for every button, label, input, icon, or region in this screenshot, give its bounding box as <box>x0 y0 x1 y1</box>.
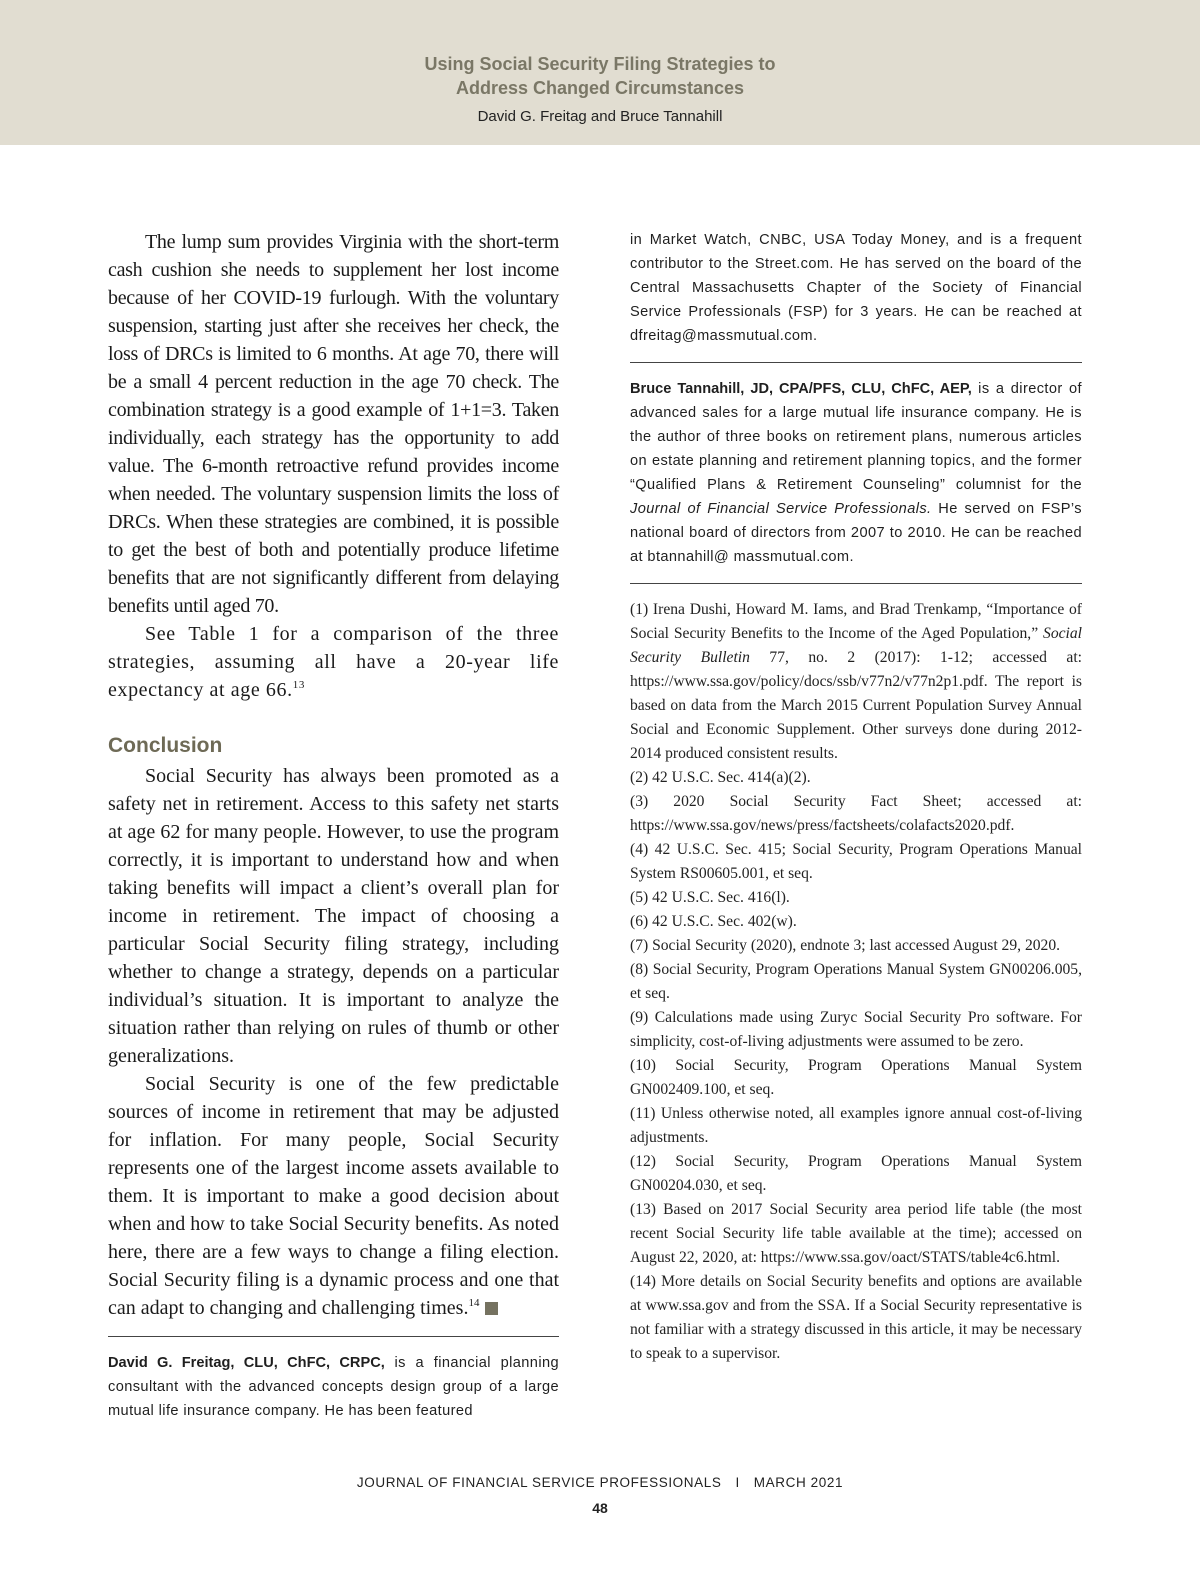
conclusion-heading: Conclusion <box>108 734 223 757</box>
body-paragraph-2 <box>108 620 559 704</box>
endnote-1-text-a: (1) Irena Dushi, Howard M. Iams, and Brad Trenkamp, “Importance of Social Security Benefits to the Income of the Aged Population,” <box>630 601 1082 642</box>
bio-divider-1 <box>630 362 1082 363</box>
endnote-11: (11) Unless otherwise noted, all examples ignore annual cost-of-living adjustments. <box>630 1105 1082 1146</box>
endnotes-list <box>630 598 1082 1366</box>
endnote-2: (2) 42 U.S.C. Sec. 414(a)(2). <box>630 769 811 786</box>
body-paragraph-2-text: See Table 1 for a comparison of the three strategies, assuming all have a 20-year life expectancy at age 66. <box>108 623 559 701</box>
endnote-1-italic: Social Security Bulletin <box>630 625 1082 666</box>
endnote-1 <box>630 598 1082 766</box>
article-title-line-2: Address Changed Circumstances <box>455 78 745 98</box>
tannahill-bio <box>630 377 1082 569</box>
tannahill-bio-text-2: He served on FSP’s national board of directors from 2007 to 2010. He can be reached at btannahill@ massmutual.com. <box>630 501 1082 565</box>
body-paragraph-4 <box>108 1070 559 1322</box>
endnote-5: (5) 42 U.S.C. Sec. 416(l). <box>630 889 790 906</box>
left-column <box>108 228 559 1423</box>
article-end-mark <box>485 1302 498 1315</box>
endnote-10: (10) Social Security, Program Operations Manual System GN002409.100, et seq. <box>630 1057 1082 1098</box>
endnote-1-text-b: 77, no. 2 (2017): 1-12; accessed at: https://www.ssa.gov/policy/docs/ssb/v77n2/v77n2p1.pdf. The report is based on data from the March 2015 Current Population Survey Annual Social and Economic Supplement. Other surveys done during 2012-2014 produced consistent results. <box>630 649 1082 762</box>
freitag-bio-start <box>108 1351 559 1423</box>
article-title-line-1: Using Social Security Filing Strategies to <box>424 54 776 74</box>
right-column <box>630 228 1082 1366</box>
endnote-4: (4) 42 U.S.C. Sec. 415; Social Security, Program Operations Manual System RS00605.001, et seq. <box>630 841 1082 882</box>
endnote-3: (3) 2020 Social Security Fact Sheet; accessed at: https://www.ssa.gov/news/press/factsheets/colafacts2020.pdf. <box>630 793 1082 834</box>
endnote-12: (12) Social Security, Program Operations Manual System GN00204.030, et seq. <box>630 1153 1082 1194</box>
freitag-bio-name: David G. Freitag, CLU, ChFC, CRPC, <box>108 1355 385 1371</box>
tannahill-bio-journal: Journal of Financial Service Professionals. <box>630 501 932 517</box>
freitag-bio-text-left: is a financial planning consultant with the advanced concepts design group of a large mutual life insurance company. He has been featured <box>108 1355 559 1419</box>
endnote-6: (6) 42 U.S.C. Sec. 402(w). <box>630 913 797 930</box>
body-paragraph-1: The lump sum provides Virginia with the short-term cash cushion she needs to supplement her lost income because of her COVID-19 furlough. With the voluntary suspension, starting just after she receives her check, the loss of DRCs is limited to 6 months. At age 70, there will be a small 4 percent reduction in the age 70 check. The combination strategy is a good example of 1+1=3. Taken individually, each strategy has the opportunity to add value. The 6-month retroactive refund provides income when needed. The voluntary suspension limits the loss of DRCs. When these strategies are combined, it is possible to get the best of both and potentially produce lifetime benefits that are not significantly different from delaying benefits until aged 70. <box>108 231 559 617</box>
endnote-8: (8) Social Security, Program Operations Manual System GN00206.005, et seq. <box>630 961 1082 1002</box>
body-paragraph-4-text: Social Security is one of the few predictable sources of income in retirement that may be adjusted for inflation. For many people, Social Security represents one of the largest income assets available to them. It is important to make a good decision about when and how to take Social Security benefits. As noted here, there are a few ways to change a filing election. Social Security filing is a dynamic process and one that can adapt to changing and challenging times. <box>108 1073 560 1319</box>
body-paragraph-3: Social Security has always been promoted as a safety net in retirement. Access to this safety net starts at age 62 for many people. However, to use the program correctly, it is important to understand how and when taking benefits will impact a client’s overall plan for income in retirement. The impact of choosing a particular Social Security filing strategy, including whether to change a strategy, depends on a particular individual’s situation. It is important to analyze the situation rather than relying on rules of thumb or other generalizations. <box>108 765 559 1067</box>
header-band <box>0 0 1200 145</box>
endnote-9: (9) Calculations made using Zuryc Social Security Pro software. For simplicity, cost-of-living adjustments were assumed to be zero. <box>630 1009 1082 1050</box>
article-authors: David G. Freitag and Bruce Tannahill <box>477 108 723 125</box>
bio-divider-2 <box>630 583 1082 584</box>
bio-divider-left <box>108 1336 559 1337</box>
endnote-13: (13) Based on 2017 Social Security area period life table (the most recent Social Security life table available at the time); accessed on August 22, 2020, at: https://www.ssa.gov/oact/STATS/table4c6.html. <box>630 1201 1082 1266</box>
footer-separator: I <box>735 1475 740 1490</box>
page-number: 48 <box>592 1500 608 1516</box>
tannahill-bio-name: Bruce Tannahill, JD, CPA/PFS, CLU, ChFC, AEP, <box>630 381 972 397</box>
freitag-bio-continued: in Market Watch, CNBC, USA Today Money, and is a frequent contributor to the Street.com. He has served on the board of the Central Massachusetts Chapter of the Society of Financial Service Professionals (FSP) for 3 years. He can be reached at dfreitag@massmutual.com. <box>630 232 1082 344</box>
footer-date: MARCH 2021 <box>753 1475 844 1490</box>
endnote-7: (7) Social Security (2020), endnote 3; last accessed August 29, 2020. <box>630 937 1061 954</box>
tannahill-bio-text-1: is a director of advanced sales for a large mutual life insurance company. He is the author of three books on retirement plans, numerous articles on estate planning and retirement planning topics, and the former “Qualified Plans & Retirement Counseling” columnist for the <box>630 381 1082 493</box>
endnote-ref-14: 14 <box>468 1297 480 1309</box>
footer-journal-line <box>0 1475 1200 1490</box>
endnote-ref-13: 13 <box>292 679 305 691</box>
endnote-14: (14) More details on Social Security benefits and options are available at www.ssa.gov and from the SSA. If a Social Security representative is not familiar with a strategy discussed in this article, it may be necessary to speak to a supervisor. <box>630 1273 1082 1362</box>
footer-journal-name: JOURNAL OF FINANCIAL SERVICE PROFESSIONALS <box>356 1475 722 1490</box>
